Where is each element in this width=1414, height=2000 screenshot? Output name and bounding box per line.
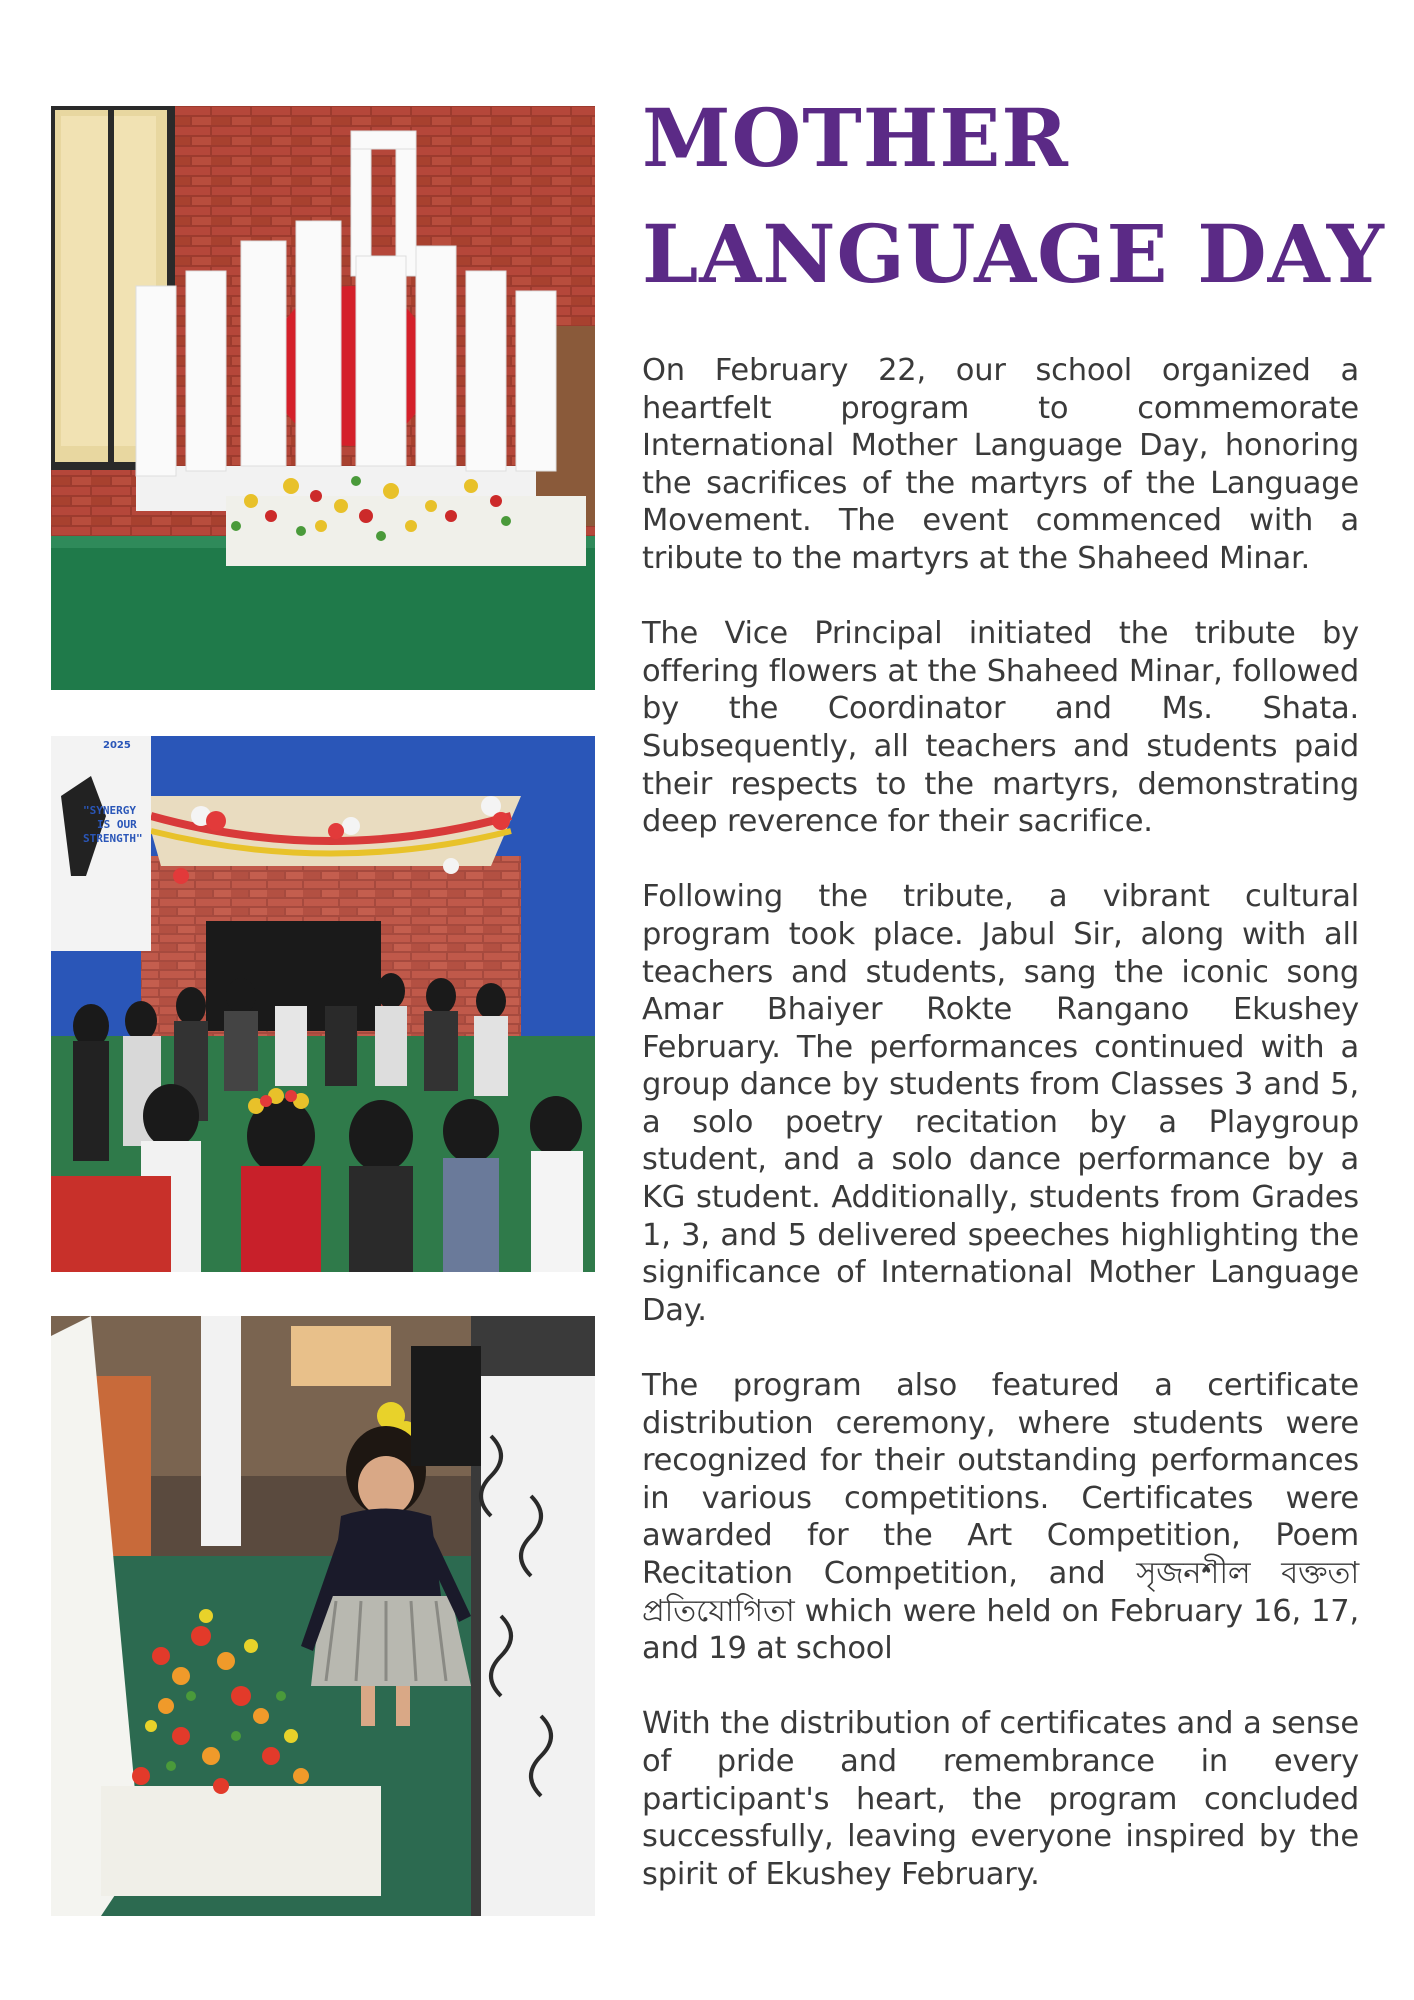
- page-title: [642, 80, 1385, 312]
- child-placing-flowers-icon: [51, 1316, 595, 1916]
- banner-slogan-line2: IS OUR: [97, 818, 137, 831]
- teachers-and-students-singing-icon: [51, 736, 595, 1272]
- cultural-program-photo: [51, 736, 595, 1272]
- paragraph-cultural-program: Following the tribute, a vibrant cultural program took place. Jabul Sir, along with all teachers and students, sang the iconic song Amar Bhaiyer Rokte Rangano Ekushey February. The performances continued with a group dance by students from Classes 3 and 5, a solo poetry recitation by a Playgroup student, and a solo dance performance by a KG student. Additionally, students from Grades 1, 3, and 5 delivered speeches highlighting the significance of International Mother Language Day.: [642, 879, 1359, 1328]
- banner-year: 2025: [103, 740, 131, 751]
- shaheed-minar-with-flowers-icon: [51, 106, 595, 690]
- title-line-1: MOTHER: [642, 91, 1069, 185]
- article-body: [642, 352, 1359, 1931]
- banner-slogan-line1: "SYNERGY: [83, 804, 136, 817]
- paragraph-intro: On February 22, our school organized a heartfelt program to commemorate International Mother Language Day, honoring the sacrifices of the martyrs of the Language Movement. The event commenced with a tribute to the martyrs at the Shaheed Minar.: [642, 353, 1359, 576]
- paragraph-tribute: The Vice Principal initiated the tribute by offering flowers at the Shaheed Minar, followed by the Coordinator and Ms. Shata. Subsequently, all teachers and students paid their respects to the martyrs, demonstrating deep reverence for their sacrifice.: [642, 616, 1359, 840]
- shaheed-minar-photo: [51, 106, 595, 690]
- banner-slogan-line3: STRENGTH": [83, 832, 143, 845]
- paragraph-conclusion: With the distribution of certificates and a sense of pride and remembrance in every participant's heart, the program concluded successfully, leaving everyone inspired by the spirit of Ekushey February.: [642, 1706, 1359, 1892]
- flower-tribute-photo: [51, 1316, 595, 1916]
- paragraph-certificates: The program also featured a certificate distribution ceremony, where students were recognized for their outstanding performances in various competitions. Certificates were awarded for the Art Competition, Poem Recitation Competition, and সৃজনশীল বক্ততা প্রতিযোগিতা which were held on February 16, 17, and 19 at school: [642, 1368, 1359, 1667]
- title-line-2: LANGUAGE DAY: [642, 207, 1385, 301]
